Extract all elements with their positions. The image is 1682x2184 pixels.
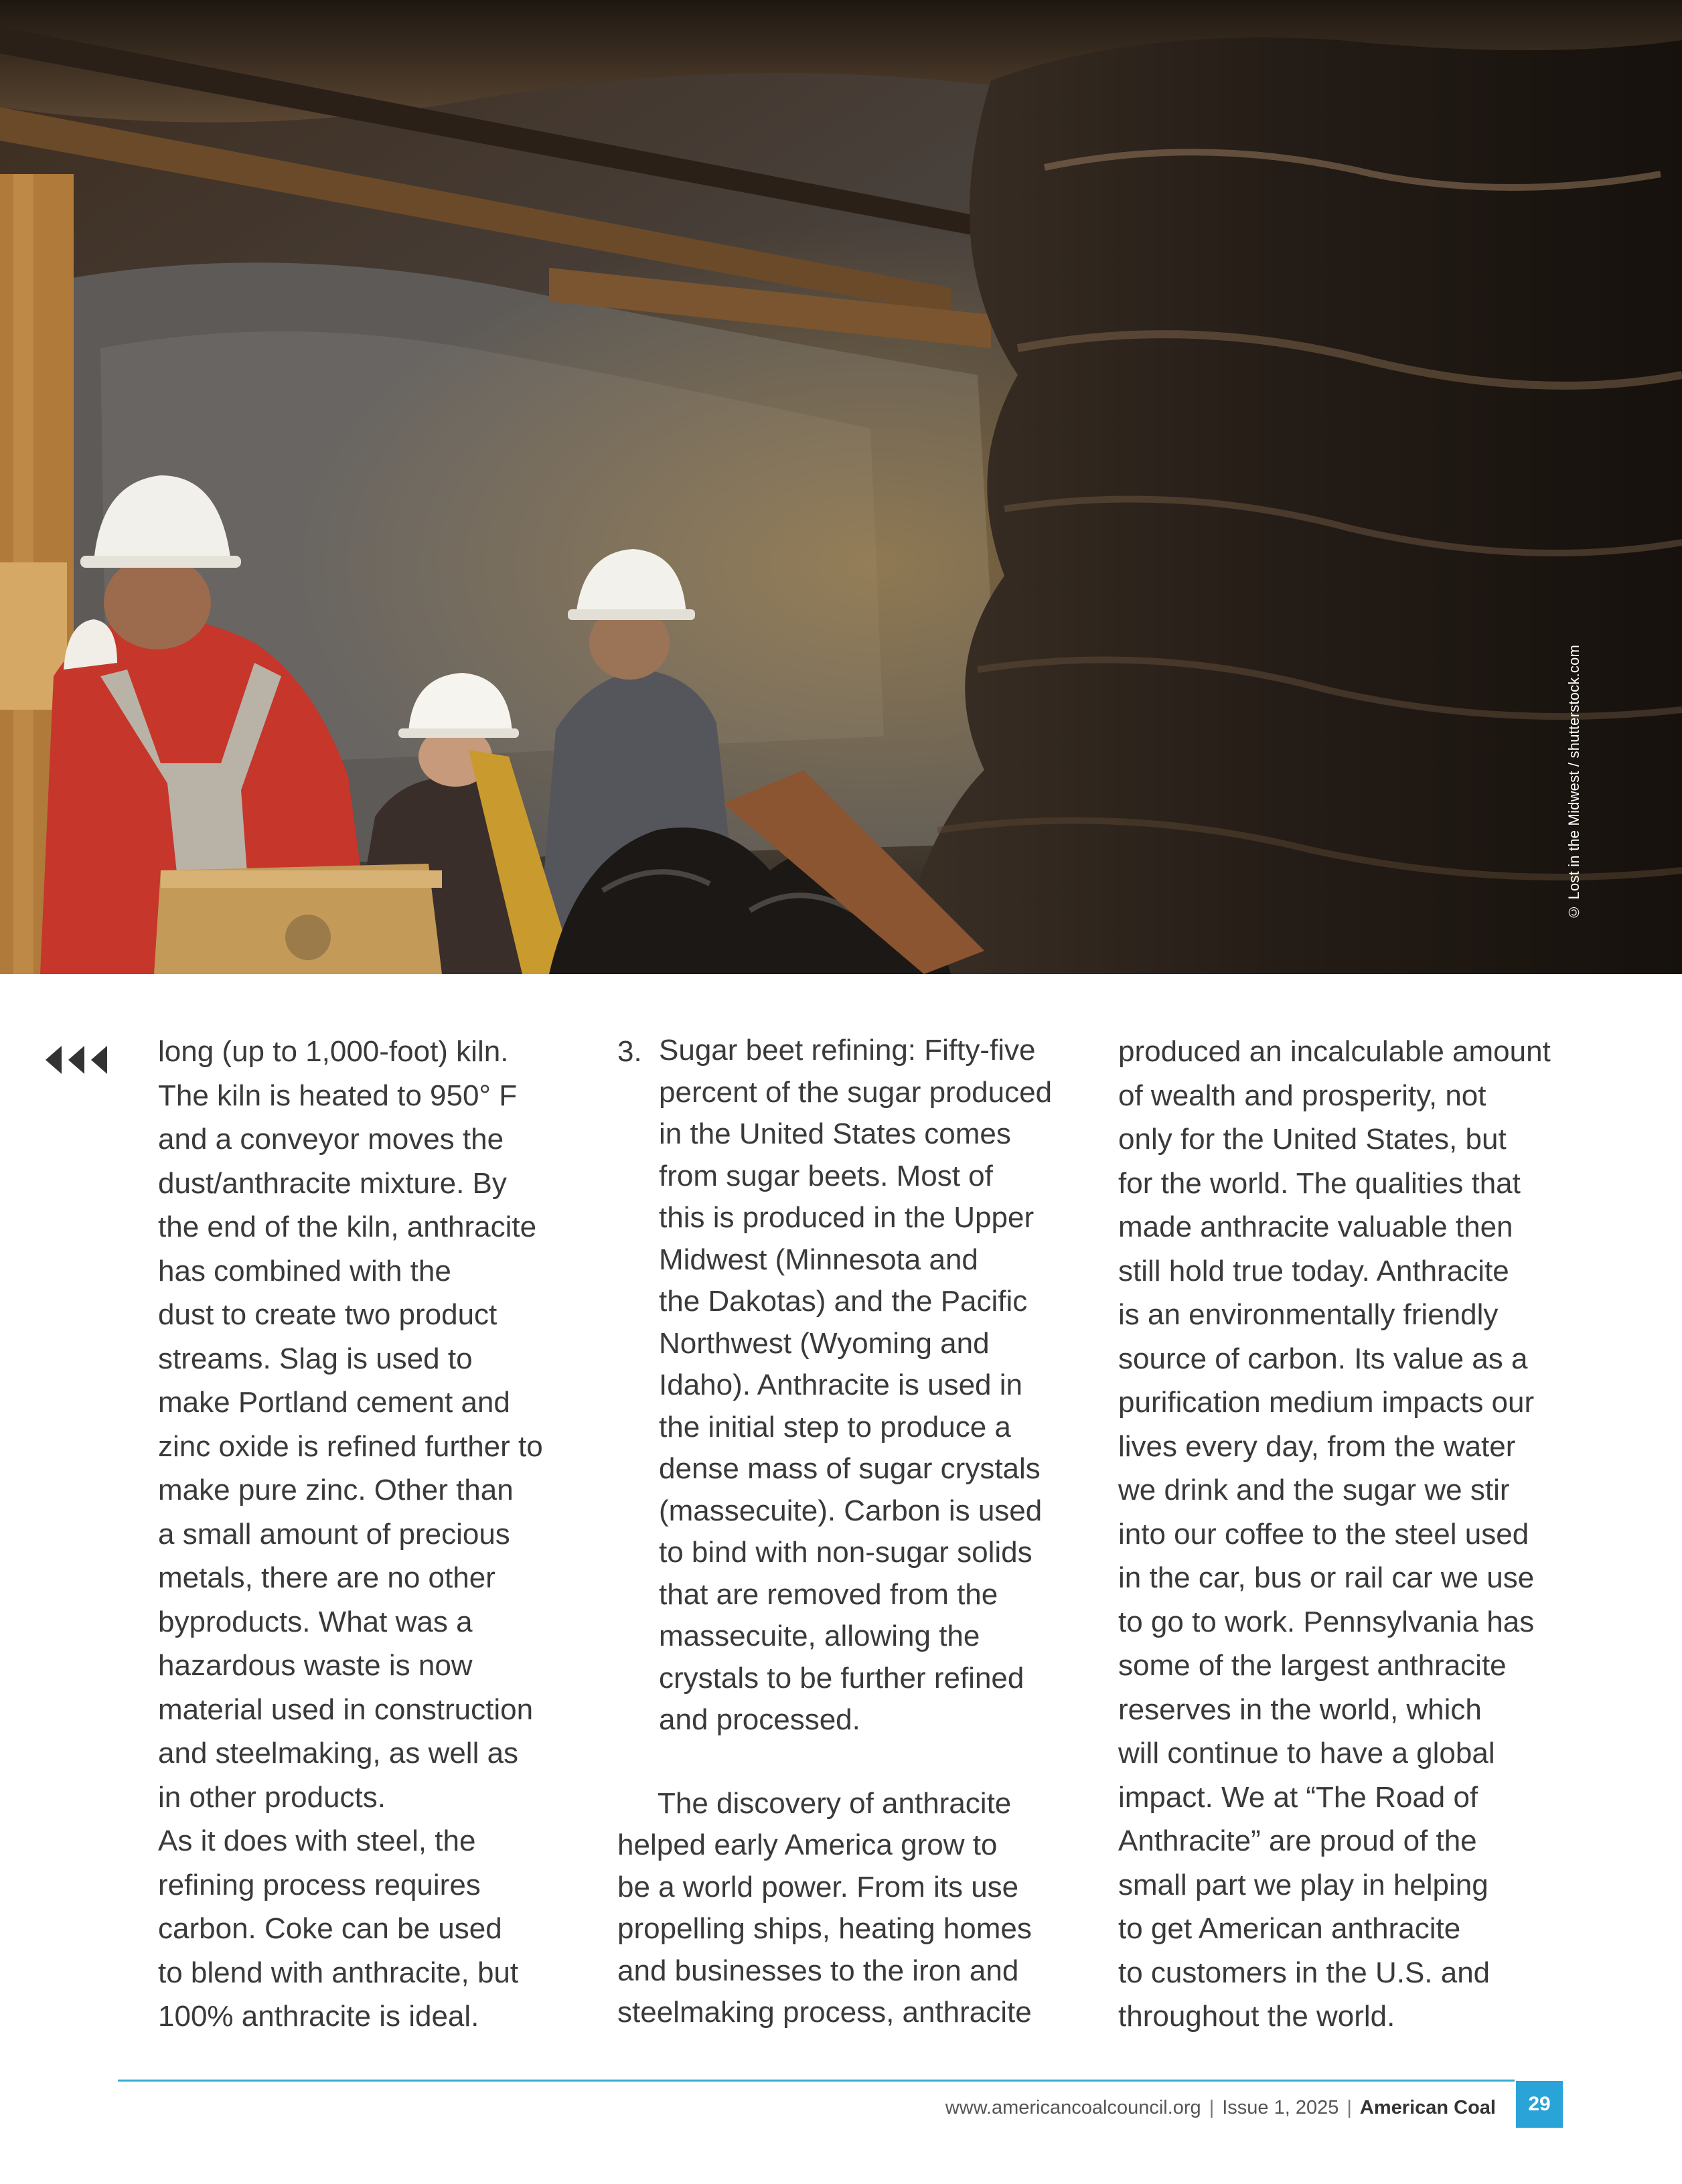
column-2-paragraph (617, 1783, 1086, 2034)
text-line: throughout the world. (1118, 2000, 1395, 2033)
footer-website-link[interactable]: www.americancoalcouncil.org (945, 2097, 1201, 2118)
text-line: the Dakotas) and the Pacific (659, 1285, 1028, 1318)
text-line: to customers in the U.S. and (1118, 1956, 1490, 1989)
text-line: and businesses to the iron and (617, 1954, 1019, 1987)
text-line: metals, there are no other (158, 1561, 495, 1594)
text-line: Sugar beet refining: Fifty-five (659, 1034, 1036, 1067)
mine-scene-illustration (0, 0, 1682, 974)
text-line: impact. We at “The Road of (1118, 1780, 1478, 1814)
footer-publication: American Coal (1359, 2097, 1496, 2118)
text-line: that are removed from the (659, 1577, 998, 1611)
text-line: in other products. (158, 1780, 386, 1814)
text-line: byproducts. What was a (158, 1605, 473, 1638)
text-line: to go to work. Pennsylvania has (1118, 1605, 1535, 1638)
text-line: the end of the kiln, anthracite (158, 1211, 537, 1243)
text-line: helped early America grow to (617, 1828, 998, 1861)
text-line: this is produced in the Upper (659, 1201, 1035, 1234)
page-number: 29 (1516, 2081, 1563, 2128)
text-line: Idaho). Anthracite is used in (659, 1369, 1022, 1401)
text-line: (massecuite). Carbon is used (659, 1494, 1043, 1527)
footer-issue: Issue 1, 2025 (1222, 2097, 1339, 2118)
text-line: and processed. (659, 1703, 860, 1736)
column-1-text (158, 1030, 587, 2039)
footer (945, 2094, 1496, 2121)
list-item-number: 3. (617, 1035, 642, 1068)
column-1 (158, 1030, 587, 2039)
text-line: the initial step to produce a (659, 1410, 1011, 1444)
text-line: to blend with anthracite, but (158, 1956, 519, 1989)
text-line: zinc oxide is refined further to (158, 1429, 543, 1463)
text-line: Anthracite” are proud of the (1118, 1824, 1477, 1857)
text-line: As it does with steel, the (158, 1824, 476, 1857)
text-line: into our coffee to the steel used (1118, 1517, 1529, 1551)
text-line: of wealth and prosperity, not (1118, 1079, 1486, 1112)
text-line: streams. Slag is used to (158, 1342, 473, 1375)
footer-divider (118, 2080, 1515, 2082)
text-line: produced an incalculable amount (1118, 1035, 1551, 1068)
text-line: 100% anthracite is ideal. (158, 2000, 479, 2033)
text-line: massecuite, allowing the (659, 1620, 980, 1652)
text-line: we drink and the sugar we stir (1118, 1474, 1510, 1506)
text-line: make Portland cement and (158, 1386, 510, 1419)
text-line: long (up to 1,000-foot) kiln. (158, 1035, 509, 1068)
text-line: will continue to have a global (1118, 1737, 1495, 1770)
text-line: be a world power. From its use (617, 1870, 1019, 1903)
text-line: percent of the sugar produced (659, 1075, 1053, 1109)
text-line: reserves in the world, which (1118, 1693, 1482, 1726)
text-line: a small amount of precious (158, 1517, 510, 1551)
text-line: make pure zinc. Other than (158, 1474, 514, 1506)
text-line: propelling ships, heating homes (617, 1912, 1032, 1945)
footer-separator: | (1347, 2097, 1352, 2118)
text-line: to bind with non-sugar solids (659, 1536, 1033, 1569)
numbered-list-item (617, 1030, 1086, 1741)
photo-credit: © Lost in the Midwest / shutterstock.com (1565, 644, 1582, 921)
text-line: hazardous waste is now (158, 1649, 473, 1682)
text-line: material used in construction (158, 1693, 534, 1726)
text-line: still hold true today. Anthracite (1118, 1254, 1509, 1288)
text-line: Northwest (Wyoming and (659, 1326, 990, 1360)
text-line: dense mass of sugar crystals (659, 1452, 1041, 1485)
text-line: from sugar beets. Most of (659, 1159, 993, 1192)
text-line: steelmaking process, anthracite (617, 1996, 1032, 2029)
text-line: made anthracite valuable then (1118, 1211, 1513, 1243)
text-line: lives every day, from the water (1118, 1429, 1516, 1463)
text-line: in the United States comes (659, 1117, 1011, 1150)
text-line: to get American anthracite (1118, 1912, 1461, 1945)
text-line: in the car, bus or rail car we use (1118, 1561, 1535, 1594)
text-line: some of the largest anthracite (1118, 1649, 1507, 1682)
triple-left-arrow-icon (46, 1043, 110, 1077)
text-line: refining process requires (158, 1868, 481, 1901)
text-line: The kiln is heated to 950° F (158, 1079, 518, 1112)
text-line: carbon. Coke can be used (158, 1912, 502, 1945)
text-line: source of carbon. Its value as a (1118, 1342, 1528, 1375)
column-3 (1118, 1030, 1587, 2039)
text-line: for the world. The qualities that (1118, 1166, 1521, 1200)
text-line: dust to create two product (158, 1298, 498, 1331)
text-line: The discovery of anthracite (658, 1786, 1012, 1820)
text-line: Midwest (Minnesota and (659, 1243, 978, 1276)
text-line: only for the United States, but (1118, 1123, 1507, 1156)
column-3-text (1118, 1030, 1587, 2039)
text-line: purification medium impacts our (1118, 1386, 1535, 1419)
text-line: is an environmentally friendly (1118, 1298, 1499, 1331)
text-line: and steelmaking, as well as (158, 1737, 519, 1770)
text-line: dust/anthracite mixture. By (158, 1166, 507, 1200)
text-line: small part we play in helping (1118, 1868, 1488, 1901)
text-line: has combined with the (158, 1254, 451, 1288)
text-line: and a conveyor moves the (158, 1123, 504, 1156)
text-line: crystals to be further refined (659, 1661, 1024, 1695)
column-2 (617, 1030, 1086, 2034)
hero-photo (0, 0, 1682, 974)
footer-separator: | (1209, 2097, 1215, 2118)
